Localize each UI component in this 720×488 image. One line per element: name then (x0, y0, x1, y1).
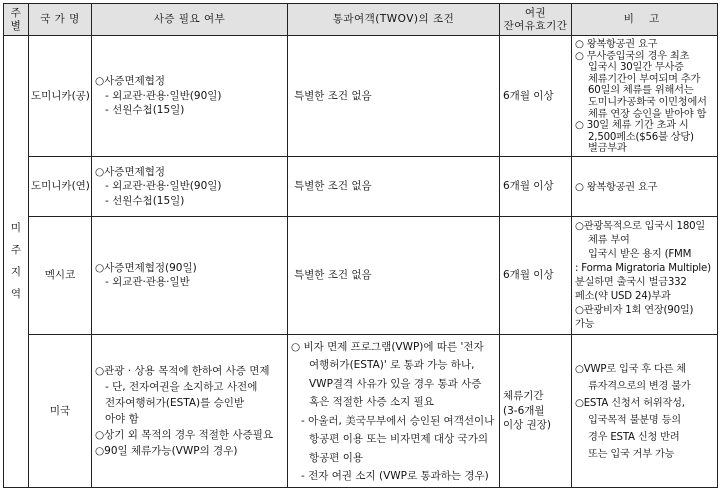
visa-cell: ○관광 · 상용 목적에 한하여 사증 면제 - 단, 전자여권을 소지하고 사전에 전자여행허가(ESTA)를 승인받 아야 함 ○상기 외 목적의 경우 적절한 사증필요 ○90일 체류가능(VWP의 경우) (92, 334, 288, 487)
remarks-cell: ○관광목적으로 입국시 180일 체류 부여 입국시 받은 용지 (FMM : Forma Migratoria Multiple) 분실하면 출국시 벌금332 페소(약 USD 24)부과 ○관광비자 1회 연장(90일) 가능 (572, 216, 718, 334)
table-row (4, 334, 718, 487)
table-row (4, 36, 718, 157)
condition-cell: ○ 비자 면제 프로그램(VWP)에 따른 '전자 여행허가(ESTA)' 로 통과 가능 하나, VWP결격 사유가 있을 경우 통과 사증 혹은 적절한 사증 소지 필요 - 아울러, 美국무부에서 승인된 여객선이나 항공편 이용 또는 비자면제 대상 국가의 항공편 이용 - 전자 여권 소지 (VWP로 통과하는 경우) (288, 334, 500, 487)
condition-cell: 특별한 조건 없음 (288, 216, 500, 334)
table-row (4, 216, 718, 334)
country-name: 멕시코 (29, 216, 92, 334)
remarks-cell: ○ 왕복항공권 요구 ○ 무사증입국의 경우 최초 입국시 30일간 무사증 체류기간이 부여되며 추가 60일의 체류를 위해서는 도미니카공화국 이민청에서 체류 연장 승인을 받아야 함 ○ 30일 체류 기간 초과 시 2,500페소($56불 상당) 벌금부과 (572, 36, 718, 157)
header-country: 국 가 명 (29, 4, 92, 36)
header-region: 주별 (4, 4, 29, 36)
remarks-cell: ○ 왕복항공권 요구 (572, 156, 718, 216)
condition-cell: 특별한 조건 없음 (288, 156, 500, 216)
header-validity-line2: 잔여유효기간 (503, 19, 568, 32)
validity-cell: 6개월 이상 (500, 216, 572, 334)
header-row (4, 4, 718, 36)
visa-cell: ○사증면제협정(90일) - 외교관·관용·일반 (92, 216, 288, 334)
region-label: 미 주 지 역 (10, 222, 22, 301)
validity-cell: 체류기간 (3-6개월 이상 권장) (500, 334, 572, 487)
header-validity-line1: 여권 (524, 6, 547, 19)
remarks-cell: ○VWP로 입국 후 다른 체 류자격으로의 변경 불가 ○ESTA 신청서 허위작성, 입국목적 불분명 등의 경우 ESTA 신청 반려 또는 입국 거부 가능 (572, 334, 718, 487)
header-remarks: 비 고 (572, 4, 718, 36)
table-row (4, 156, 718, 216)
condition-cell: 특별한 조건 없음 (288, 36, 500, 157)
validity-cell: 6개월 이상 (500, 36, 572, 157)
visa-cell: ○사증면제협정 - 외교관·관용·일반(90일) - 선원수첩(15일) (92, 156, 288, 216)
country-name: 도미니카(공) (29, 36, 92, 157)
visa-requirements-table (3, 3, 718, 488)
header-visa: 사증 필요 여부 (92, 4, 288, 36)
country-name: 미국 (29, 334, 92, 487)
visa-cell: ○사증면제협정 - 외교관·관용·일반(90일) - 선원수첩(15일) (92, 36, 288, 157)
validity-cell: 6개월 이상 (500, 156, 572, 216)
country-name: 도미니카(연) (29, 156, 92, 216)
header-twov: 통과여객(TWOV)의 조건 (288, 4, 500, 36)
region-cell (4, 36, 29, 488)
header-validity (500, 4, 572, 36)
